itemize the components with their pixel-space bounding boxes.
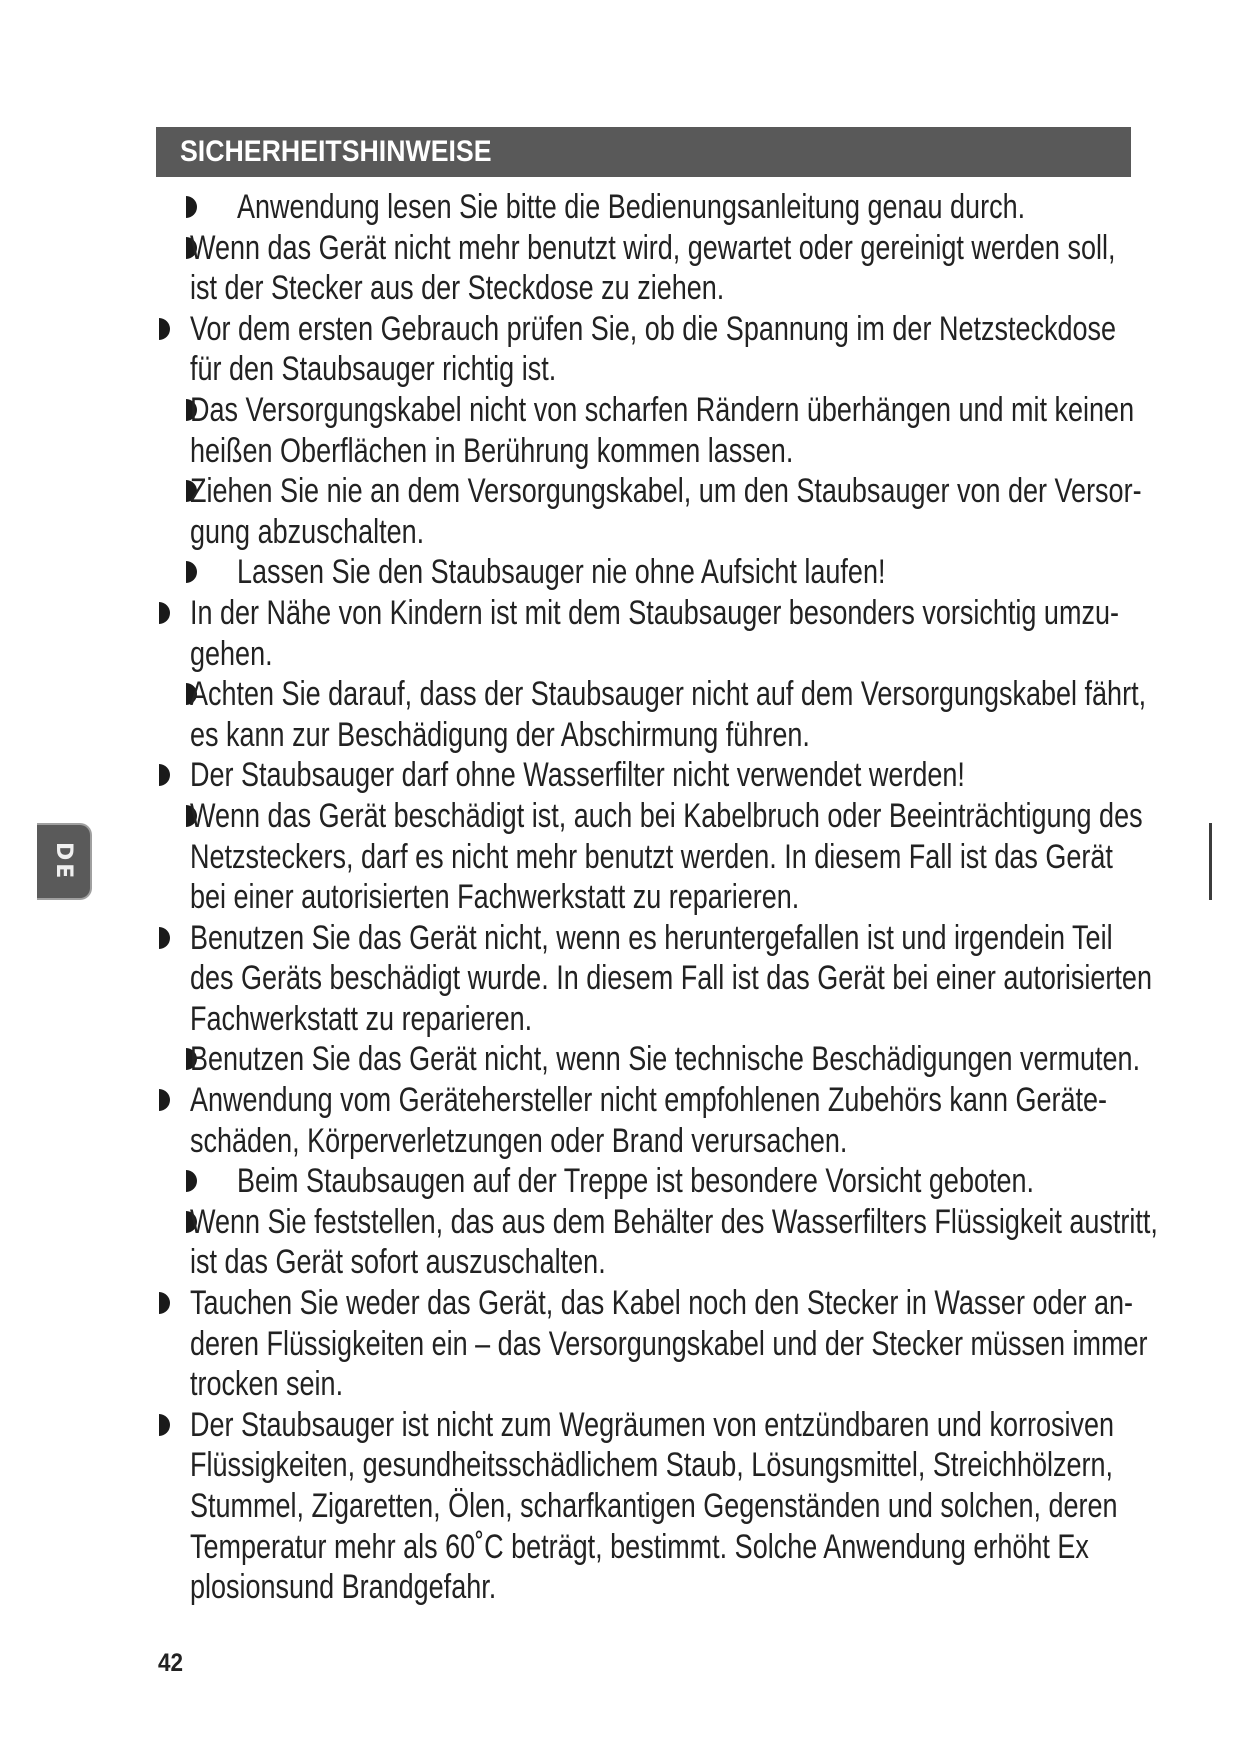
text-line	[0, 228, 1241, 269]
text-line-content: Anwendung vom Gerätehersteller nicht empfohlenen Zubehörs kann Geräte-	[190, 1081, 1108, 1120]
text-line-content: Der Staubsauger ist nicht zum Wegräumen von entzündbaren und korrosiven	[190, 1405, 1114, 1444]
text-line-content: schäden, Körperverletzungen oder Brand verursachen.	[190, 1121, 848, 1160]
text-line	[0, 877, 1241, 918]
language-tab	[37, 823, 92, 900]
safety-list	[0, 187, 1241, 1608]
safety-item	[0, 228, 1241, 309]
text-line	[0, 1242, 1241, 1283]
text-line	[0, 918, 1241, 959]
safety-item	[0, 918, 1241, 1040]
text-line	[0, 593, 1241, 634]
text-line	[0, 471, 1241, 512]
text-line-content: es kann zur Beschädigung der Abschirmung führen.	[190, 715, 810, 754]
text-line-content: Der Staubsauger darf ohne Wasserfilter nicht verwendet werden!	[190, 756, 965, 795]
text-line-content: Benutzen Sie das Gerät nicht, wenn es heruntergefallen ist und irgendein Teil	[190, 918, 1113, 957]
text-line-content: Anwendung lesen Sie bitte die Bedienungsanleitung genau durch.	[237, 188, 1026, 226]
text-line	[0, 1405, 1241, 1446]
half-circle-bullet-icon	[186, 561, 197, 583]
text-line-content: des Geräts beschädigt wurde. In diesem Fall ist das Gerät bei einer autorisierten	[190, 959, 1152, 998]
text-line-content: trocken sein.	[190, 1365, 344, 1404]
text-line-content: gung abzuschalten.	[190, 512, 425, 551]
safety-item	[0, 593, 1241, 674]
safety-item	[0, 309, 1241, 390]
text-line-content: Stummel, Zigaretten, Ölen, scharfkantigen Gegenständen und solchen, deren	[190, 1487, 1118, 1525]
safety-item	[0, 1405, 1241, 1608]
text-line	[0, 431, 1241, 472]
text-line	[0, 958, 1241, 999]
text-line-content: Temperatur mehr als 60˚C beträgt, bestimmt. Solche Anwendung erhöht Ex	[190, 1527, 1089, 1566]
text-line	[0, 1324, 1241, 1365]
text-line-content: gehen.	[190, 634, 273, 673]
half-circle-bullet-icon	[159, 764, 170, 786]
text-line	[0, 390, 1241, 431]
text-line	[0, 1445, 1241, 1486]
text-line-content: ist das Gerät sofort auszuschalten.	[190, 1243, 606, 1282]
half-circle-bullet-icon	[159, 1414, 170, 1436]
text-line-content: Lassen Sie den Staubsauger nie ohne Aufsicht laufen!	[237, 553, 886, 592]
text-line	[0, 1486, 1241, 1527]
text-line	[0, 512, 1241, 553]
page-edge-marker	[1209, 823, 1212, 900]
text-line	[0, 349, 1241, 390]
text-line	[0, 1527, 1241, 1568]
text-line	[0, 1364, 1241, 1405]
safety-item	[0, 796, 1241, 918]
half-circle-bullet-icon	[159, 602, 170, 624]
text-line	[0, 1121, 1241, 1162]
safety-item	[0, 552, 1241, 593]
safety-item	[0, 1202, 1241, 1283]
text-line-content: Achten Sie darauf, dass der Staubsauger nicht auf dem Versorgungskabel fährt,	[190, 675, 1147, 714]
language-tab-label: DE	[51, 841, 76, 882]
safety-item	[0, 755, 1241, 796]
text-line-content: Benutzen Sie das Gerät nicht, wenn Sie technische Beschädigungen vermuten.	[190, 1040, 1141, 1079]
text-line-content: Tauchen Sie weder das Gerät, das Kabel noch den Stecker in Wasser oder an-	[190, 1284, 1134, 1323]
safety-item	[0, 390, 1241, 471]
safety-item	[0, 674, 1241, 755]
text-line-content: für den Staubsauger richtig ist.	[190, 350, 557, 389]
text-line	[0, 1039, 1241, 1080]
text-line-content: Ziehen Sie nie an dem Versorgungskabel, um den Staubsauger von der Versor-	[190, 472, 1142, 511]
text-line-content: heißen Oberflächen in Berührung kommen lassen.	[190, 431, 794, 470]
half-circle-bullet-icon	[186, 1170, 197, 1192]
text-line-content: bei einer autorisierten Fachwerkstatt zu reparieren.	[190, 878, 800, 917]
text-line	[0, 837, 1241, 878]
section-title: SICHERHEITSHINWEISE	[180, 135, 492, 168]
text-line	[0, 1202, 1241, 1243]
text-line-content: deren Flüssigkeiten ein – das Versorgungskabel und der Stecker müssen immer	[190, 1324, 1148, 1363]
text-line	[0, 1080, 1241, 1121]
text-line	[0, 309, 1241, 350]
safety-item	[0, 471, 1241, 552]
safety-item	[0, 187, 1241, 228]
text-line	[0, 715, 1241, 756]
section-header-bar	[156, 127, 1131, 177]
text-line-content: ist der Stecker aus der Steckdose zu ziehen.	[190, 269, 725, 308]
text-line-content: Vor dem ersten Gebrauch prüfen Sie, ob die Spannung im der Netzsteckdose	[190, 309, 1117, 348]
text-line-content: Netzsteckers, darf es nicht mehr benutzt werden. In diesem Fall ist das Gerät	[190, 837, 1113, 876]
half-circle-bullet-icon	[159, 1089, 170, 1111]
half-circle-bullet-icon	[159, 927, 170, 949]
half-circle-bullet-icon	[186, 196, 197, 218]
text-line-content: In der Nähe von Kindern ist mit dem Staubsauger besonders vorsichtig umzu-	[190, 593, 1119, 632]
text-line-content: Wenn Sie feststellen, das aus dem Behälter des Wasserfilters Flüssigkeit austritt,	[190, 1202, 1158, 1241]
text-line	[0, 634, 1241, 675]
safety-item	[0, 1039, 1241, 1080]
text-line-content: plosionsund Brandgefahr.	[190, 1568, 497, 1607]
text-line	[0, 1161, 1241, 1202]
text-line	[0, 1567, 1241, 1608]
text-line	[0, 552, 1241, 593]
text-line	[0, 674, 1241, 715]
text-line	[0, 1283, 1241, 1324]
text-line	[0, 755, 1241, 796]
half-circle-bullet-icon	[159, 318, 170, 340]
text-line	[0, 796, 1241, 837]
text-line	[0, 268, 1241, 309]
safety-item	[0, 1283, 1241, 1405]
text-line-content: Wenn das Gerät nicht mehr benutzt wird, gewartet oder gereinigt werden soll,	[190, 228, 1116, 267]
text-line	[0, 187, 1241, 228]
half-circle-bullet-icon	[159, 1292, 170, 1314]
text-line-content: Fachwerkstatt zu reparieren.	[190, 999, 533, 1038]
text-line-content: Wenn das Gerät beschädigt ist, auch bei Kabelbruch oder Beeinträchtigung des	[190, 796, 1143, 835]
text-line-content: Flüssigkeiten, gesundheitsschädlichem Staub, Lösungsmittel, Streichhölzern,	[190, 1446, 1113, 1485]
safety-item	[0, 1161, 1241, 1202]
text-line	[0, 999, 1241, 1040]
text-line-content: Das Versorgungskabel nicht von scharfen Rändern überhängen und mit keinen	[190, 390, 1135, 429]
safety-item	[0, 1080, 1241, 1161]
text-line-content: Beim Staubsaugen auf der Treppe ist besondere Vorsicht geboten.	[237, 1162, 1035, 1201]
page-number: 42	[158, 1649, 184, 1677]
